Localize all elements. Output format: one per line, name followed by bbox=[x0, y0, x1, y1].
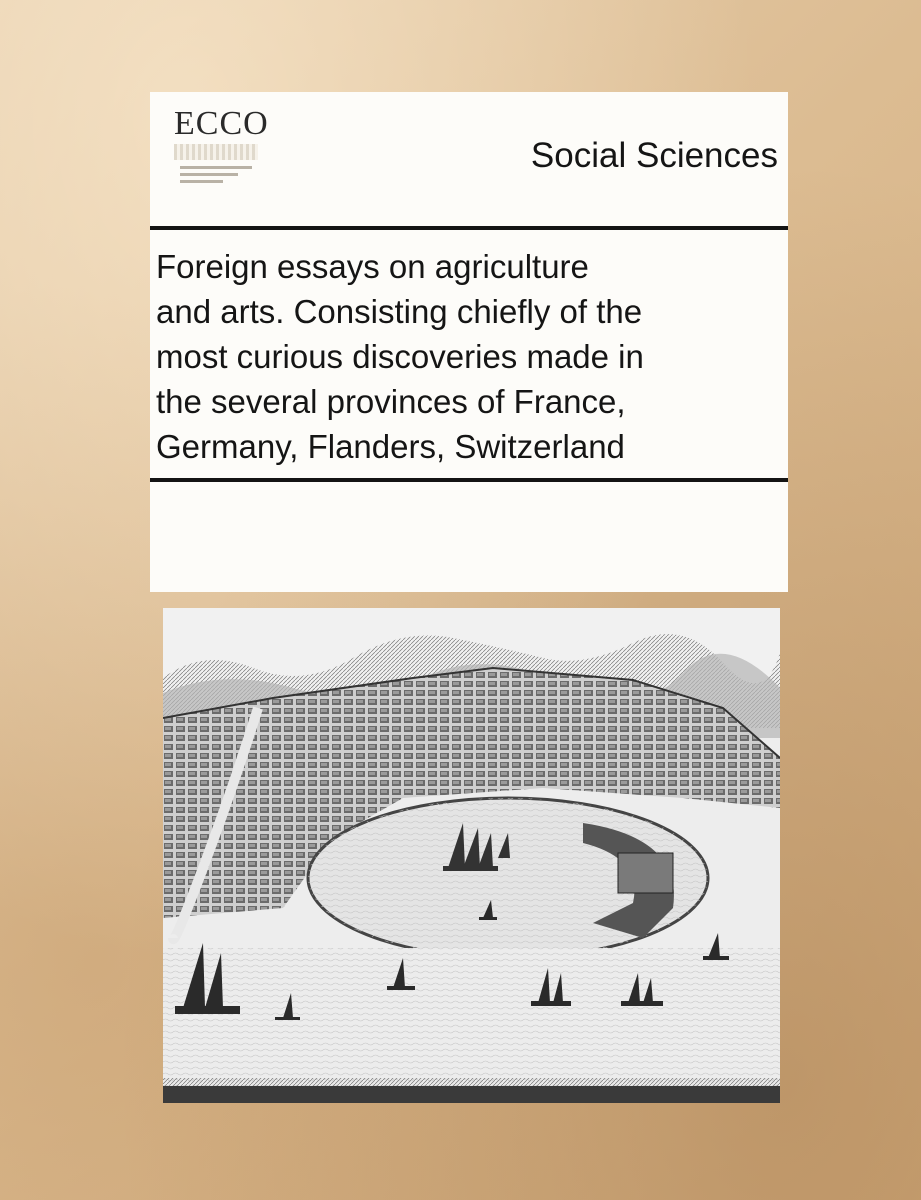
harbor-illustration bbox=[163, 608, 780, 1103]
title-line: the several provinces of France, bbox=[156, 383, 626, 420]
ecco-logo bbox=[168, 105, 269, 218]
bottom-rule bbox=[150, 478, 788, 482]
series-label: Social Sciences bbox=[530, 136, 778, 175]
title-panel bbox=[150, 92, 788, 592]
title-line: most curious discoveries made in bbox=[156, 338, 644, 375]
book-title bbox=[156, 244, 786, 469]
logo-small-print bbox=[180, 166, 252, 183]
harbor-engraving bbox=[163, 608, 780, 1103]
title-line: Germany, Flanders, Switzerland bbox=[156, 428, 625, 465]
logo-decoration bbox=[174, 144, 258, 160]
top-rule bbox=[150, 226, 788, 230]
logo-mark: ECCO bbox=[174, 105, 269, 142]
title-line: and arts. Consisting chiefly of the bbox=[156, 293, 643, 330]
title-line: Foreign essays on agriculture bbox=[156, 248, 589, 285]
